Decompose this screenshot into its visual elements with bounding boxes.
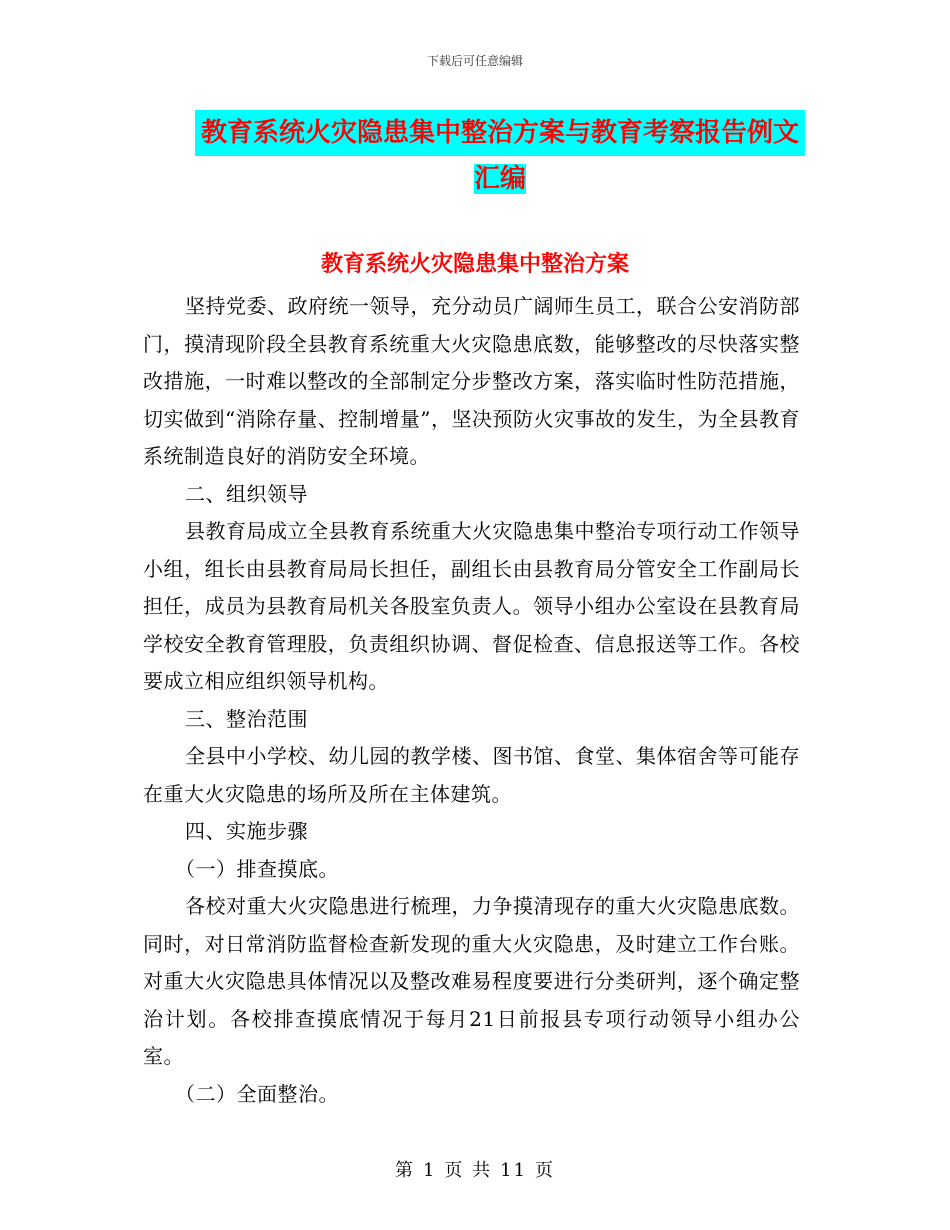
paragraph-survey: 各校对重大火灾隐患进行梳理，力争摸清现存的重大火灾隐患底数。同时，对日常消防监督检查新发现的重大火灾隐患，及时建立工作台账。对重大火灾隐患具体情况以及整改难易程度要进行分类研判，逐个确定整治计划。各校排查摸底情况于每月21日前报县专项行动领导小组办公室。 <box>143 894 800 1068</box>
subheading-rectification: （二）全面整治。 <box>175 1081 339 1106</box>
heading-steps: 四、实施步骤 <box>185 819 308 843</box>
document-body <box>143 288 800 1113</box>
page-number: 1 <box>422 1160 437 1181</box>
section-title: 教育系统火灾隐患集中整治方案 <box>320 252 629 277</box>
document-title <box>195 110 805 202</box>
total-pages: 11 <box>500 1160 528 1181</box>
paragraph-intro: 坚持党委、政府统一领导，充分动员广阔师生员工，联合公安消防部门，摸清现阶段全县教育系统重大火灾隐患底数，能够整改的尽快落实整改措施，一时难以整改的全部制定分步整改方案，落实临时性防范措施，切实做到“消除存量、控制增量”，坚决预防火灾事故的发生，为全县教育系统制造良好的消防安全环境。 <box>143 294 800 468</box>
paragraph-scope: 全县中小学校、幼儿园的教学楼、图书馆、食堂、集体宿舍等可能存在重大火灾隐患的场所及所在主体建筑。 <box>143 744 800 806</box>
heading-organization: 二、组织领导 <box>185 481 308 506</box>
footer-mid: 页 共 <box>444 1160 493 1181</box>
paragraph-organization: 县教育局成立全县教育系统重大火灾隐患集中整治专项行动工作领导小组，组长由县教育局局长担任，副组长由县教育局分管安全工作副局长担任，成员为县教育局机关各股室负责人。领导小组办公室设在县教育局学校安全教育管理股，负责组织协调、督促检查、信息报送等工作。各校要成立相应组织领导机构。 <box>143 519 800 693</box>
subheading-survey: （一）排查摸底。 <box>175 856 339 881</box>
page-footer <box>0 1156 950 1182</box>
footer-prefix: 第 <box>394 1160 415 1181</box>
footer-suffix: 页 <box>535 1160 556 1181</box>
document-title-line2: 汇编 <box>473 164 526 194</box>
page-header: 下载后可任意编辑 <box>426 54 523 68</box>
heading-scope: 三、整治范围 <box>185 706 308 731</box>
document-title-line1: 教育系统火灾隐患集中整治方案与教育考察报告例文 <box>195 110 805 156</box>
